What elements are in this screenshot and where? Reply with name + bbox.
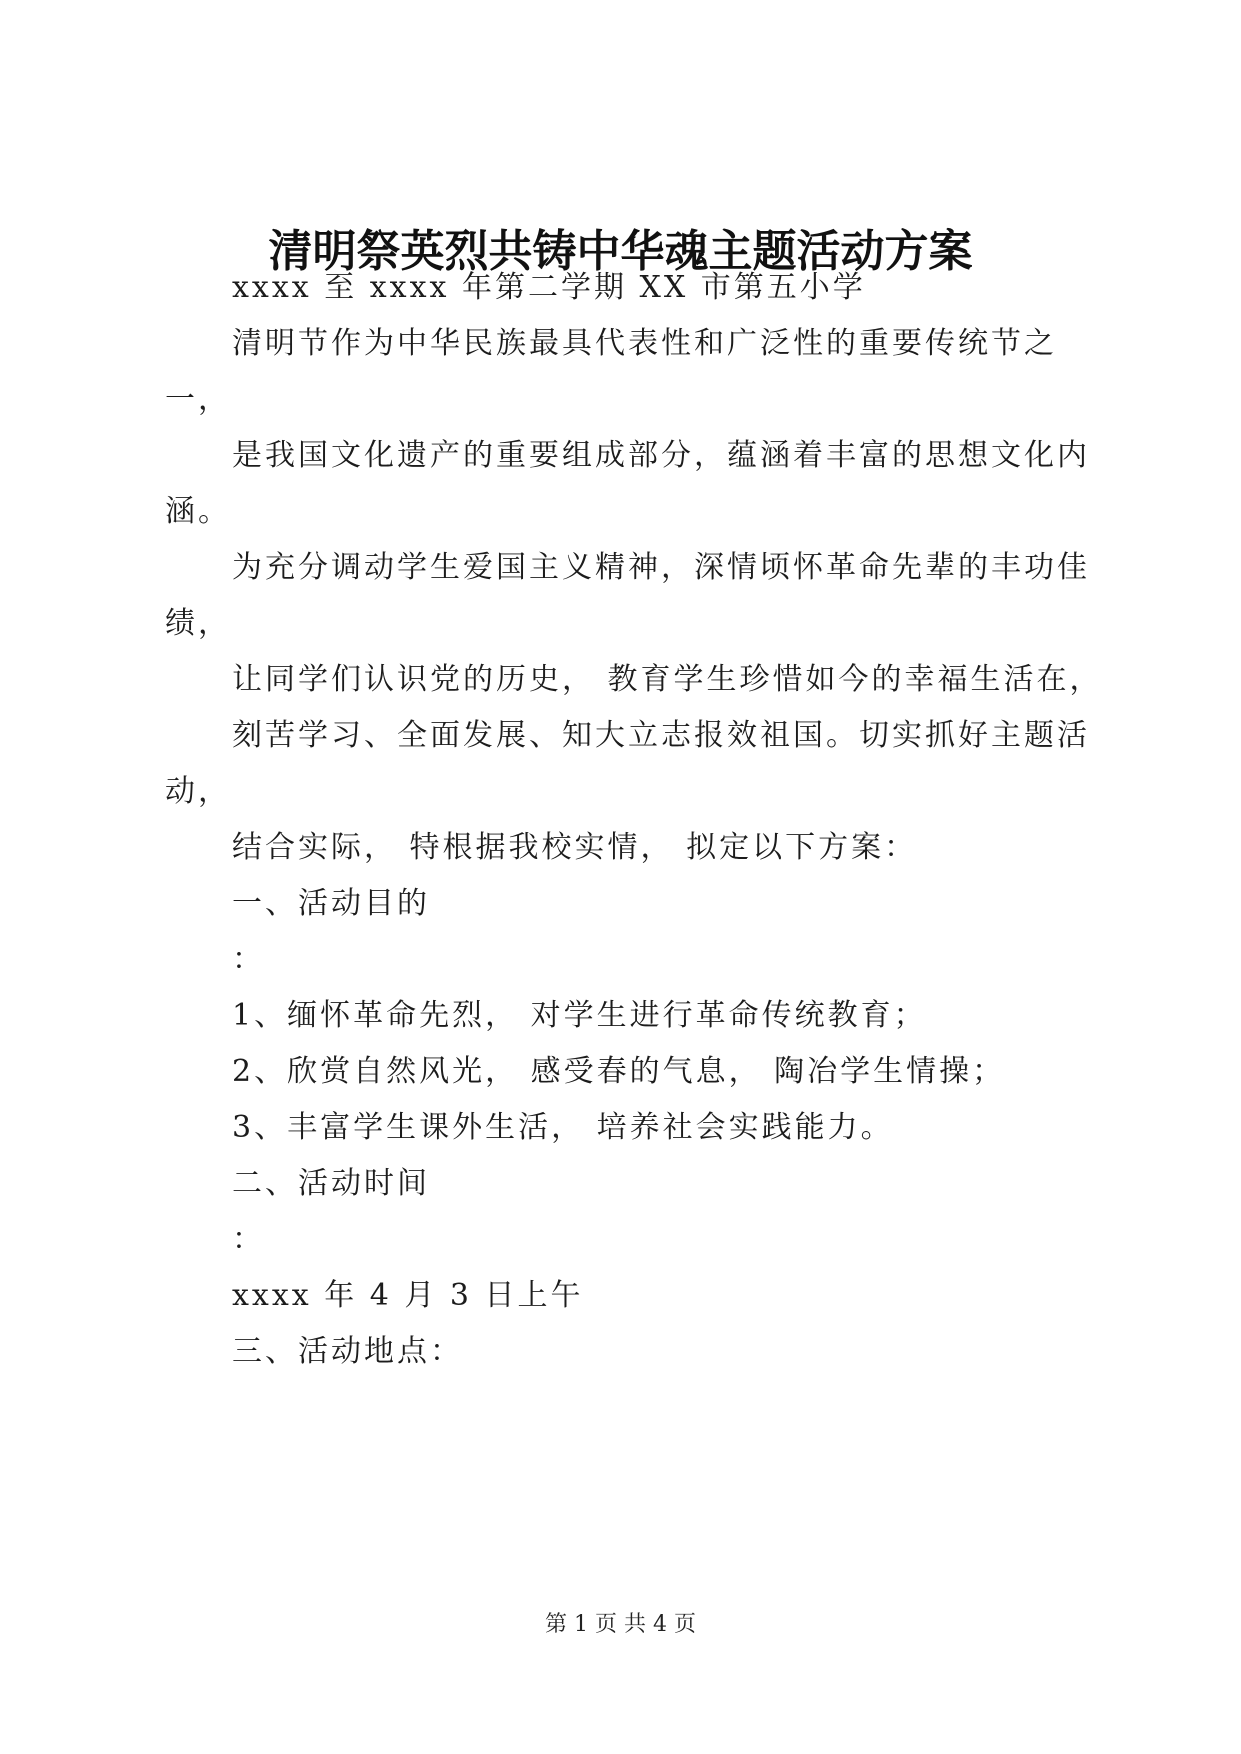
- colon-line: ：: [232, 942, 265, 977]
- paragraph-line: 涵。: [165, 494, 231, 529]
- paragraph-line: 绩，: [165, 606, 231, 641]
- paragraph-line: 刻苦学习、全面发展、知大立志报效祖国。切实抓好主题活: [232, 718, 1090, 753]
- section-heading: 一、活动目的: [232, 886, 430, 921]
- paragraph-line: 为充分调动学生爱国主义精神，深情顷怀革命先辈的丰功佳: [232, 550, 1090, 585]
- document-title: 清明祭英烈共铸中华魂主题活动方案: [268, 226, 973, 277]
- list-item: 3、丰富学生课外生活， 培养社会实践能力。: [232, 1110, 894, 1145]
- activity-date: xxxx 年 4 月 3 日上午: [232, 1278, 584, 1313]
- paragraph-line: 是我国文化遗产的重要组成部分，蕴涵着丰富的思想文化内: [232, 438, 1090, 473]
- page-number-footer: 第 1 页 共 4 页: [545, 1612, 696, 1637]
- section-heading: 三、活动地点：: [232, 1334, 463, 1369]
- list-item: 2、欣赏自然风光， 感受春的气息， 陶冶学生情操；: [232, 1054, 1006, 1089]
- paragraph-line: 结合实际， 特根据我校实情， 拟定以下方案：: [232, 830, 918, 865]
- paragraph-line: 动，: [165, 774, 231, 809]
- list-item: 1、缅怀革命先烈， 对学生进行革命传统教育；: [232, 998, 927, 1033]
- school-term-line: xxxx 至 xxxx 年第二学期 XX 市第五小学: [232, 270, 866, 305]
- paragraph-line: 让同学们认识党的历史， 教育学生珍惜如今的幸福生活在，: [232, 662, 1103, 697]
- section-heading: 二、活动时间: [232, 1166, 430, 1201]
- paragraph-line: 清明节作为中华民族最具代表性和广泛性的重要传统节之: [232, 326, 1057, 361]
- colon-line: ：: [232, 1222, 265, 1257]
- paragraph-line: 一，: [165, 382, 231, 417]
